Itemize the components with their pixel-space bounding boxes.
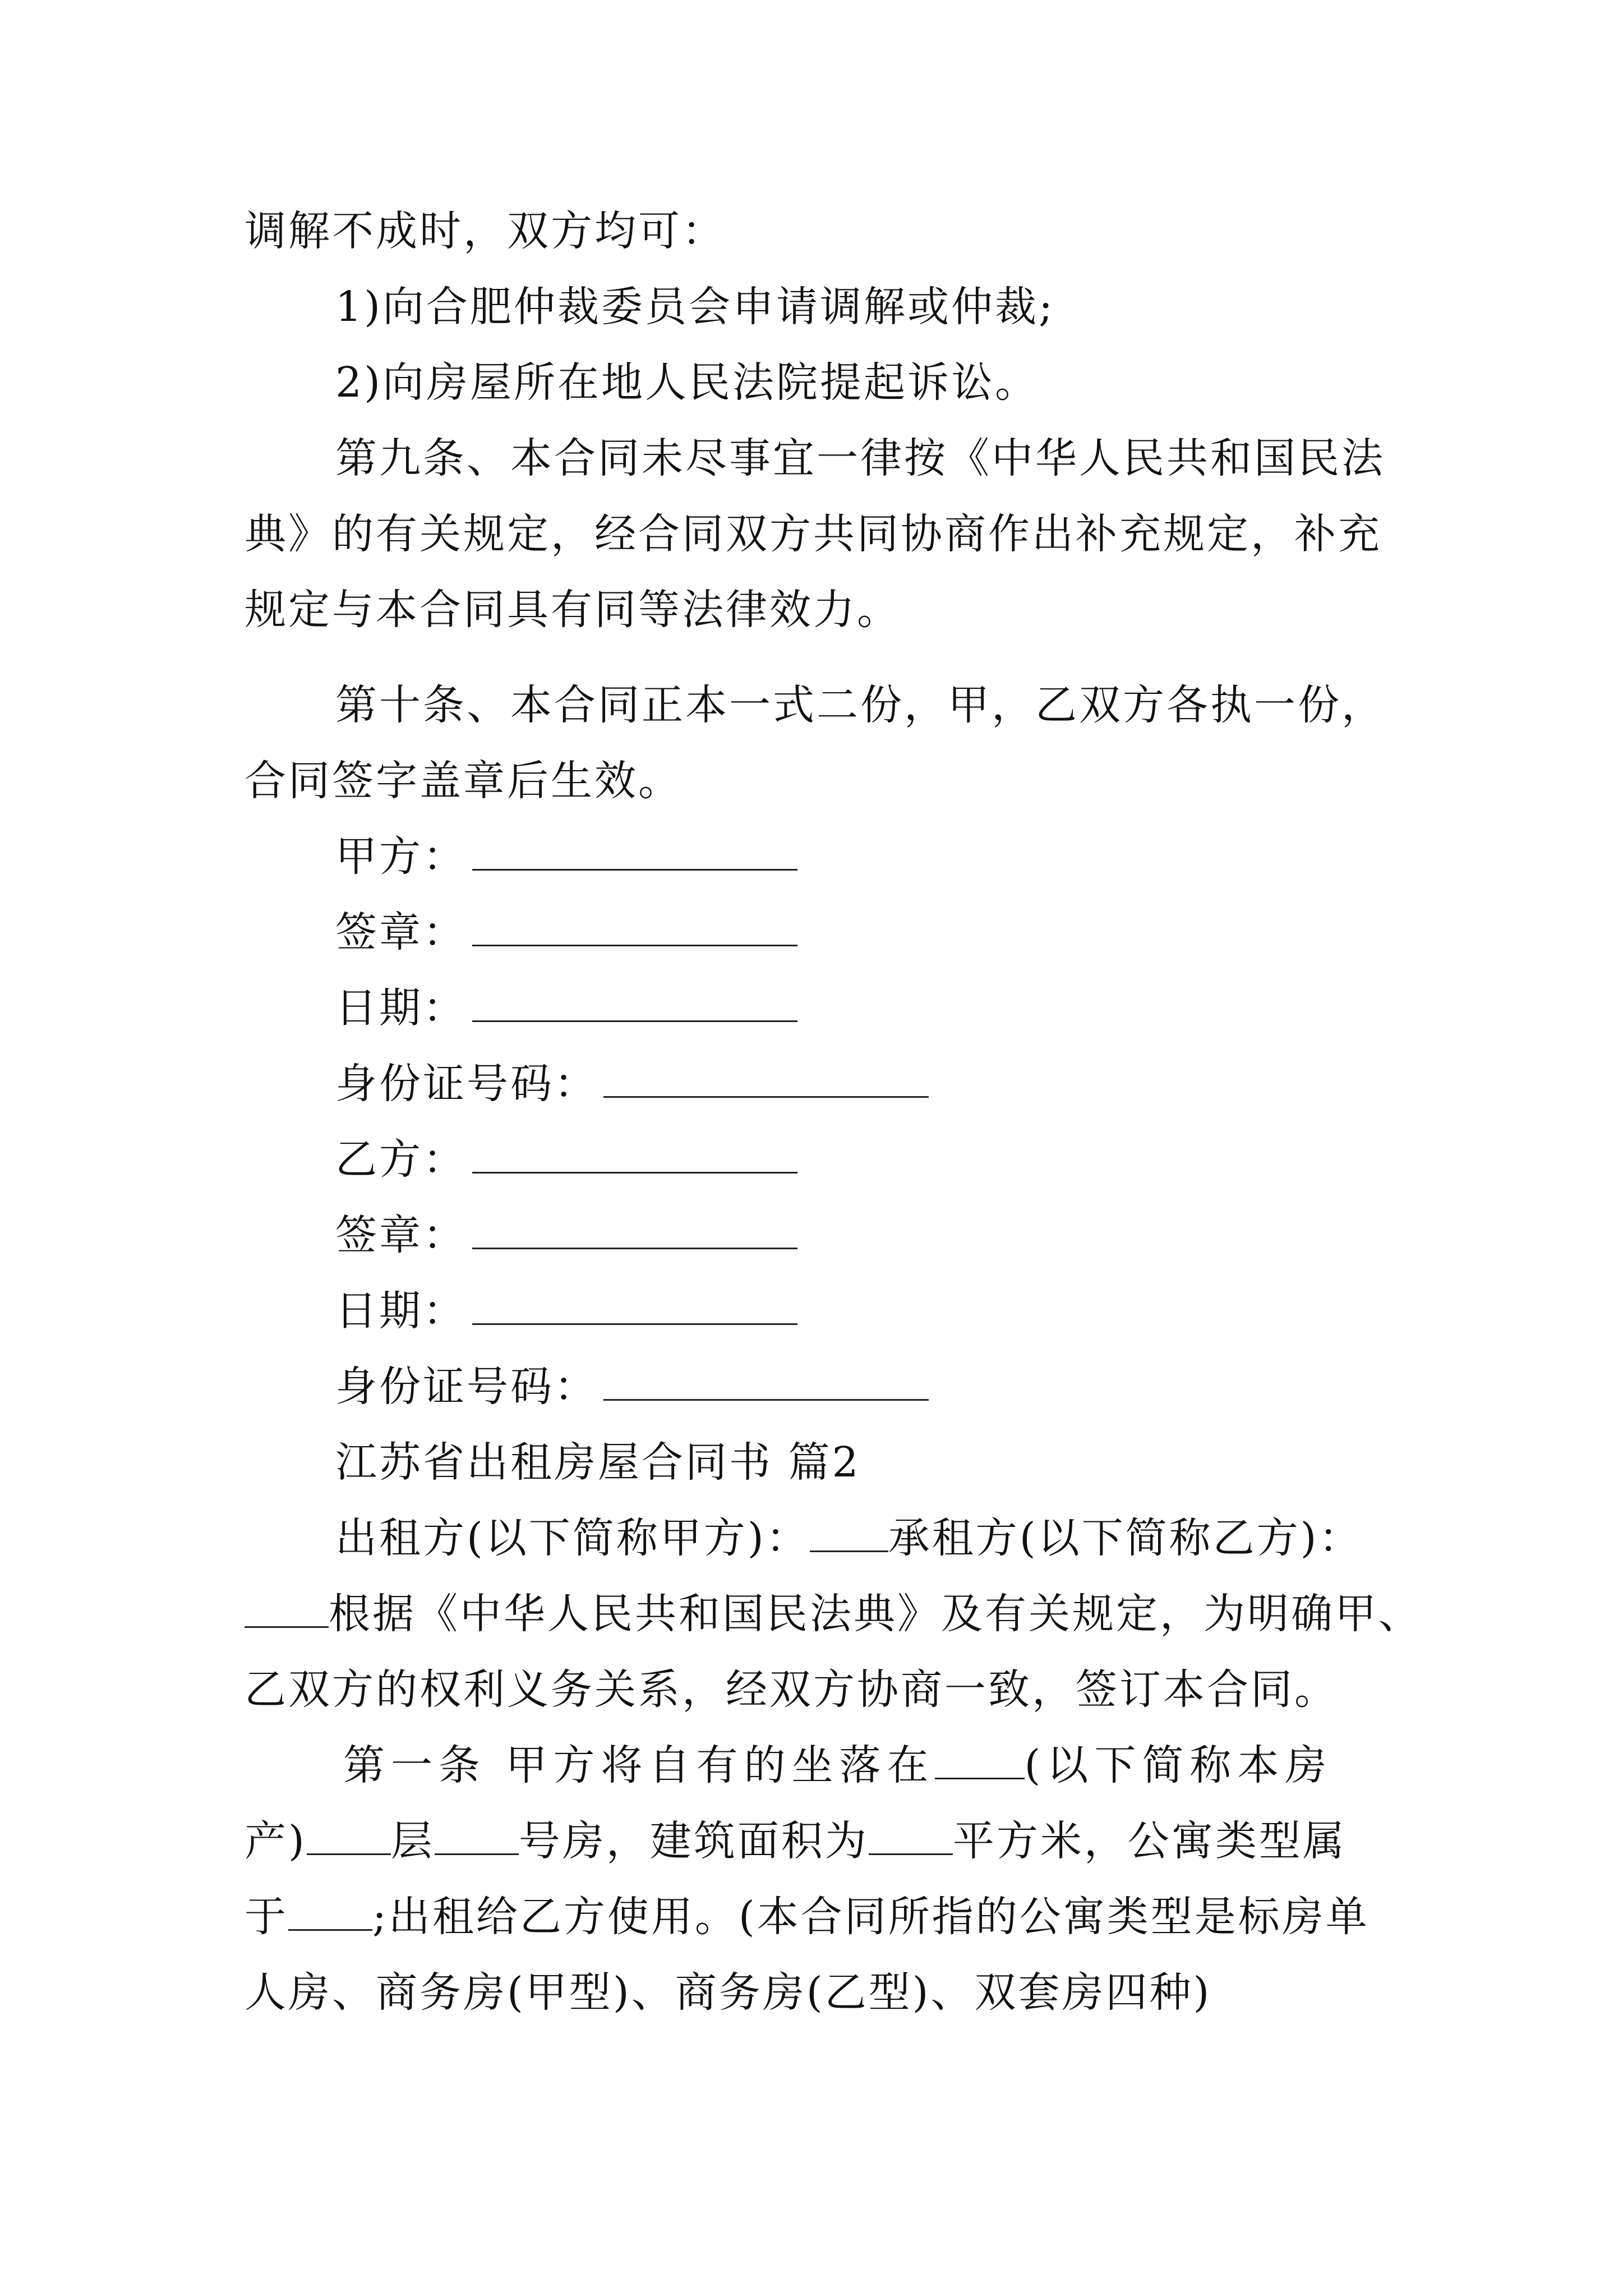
paragraph-text: 号房，建筑面积为 [518, 1817, 869, 1865]
signature-label: 甲方： [335, 832, 467, 881]
signature-party-b [335, 1131, 797, 1188]
signature-seal-a [335, 904, 797, 960]
blank-field[interactable] [245, 1586, 329, 1628]
article-9-line-2: 典》的有关规定，经合同双方共同协商作出补充规定，补充 [245, 510, 1382, 558]
signature-label: 身份证号码： [335, 1363, 598, 1411]
blank-field[interactable] [288, 1889, 372, 1931]
lessor-label: 出租方(以下简称甲方)： [335, 1514, 810, 1562]
signature-date-b [335, 1283, 797, 1339]
article-9-line-3: 规定与本合同具有同等法律效力。 [245, 586, 901, 634]
paragraph-text: ;出租给乙方使用。(本合同所指的公寓类型是标房单 [372, 1893, 1370, 1941]
signature-label: 签章： [335, 908, 467, 956]
article-10-line-2: 合同签字盖章后生效。 [245, 757, 682, 805]
section-title: 江苏省出租房屋合同书 篇2 [335, 1438, 861, 1487]
paragraph-text: 第一条 甲方将自有的坐落在 [343, 1741, 935, 1789]
signature-blank[interactable] [472, 1135, 797, 1174]
signature-date-a [335, 980, 797, 1036]
signature-blank[interactable] [603, 1059, 929, 1098]
blank-field[interactable] [307, 1813, 391, 1855]
section-2-line-3: 乙双方的权利义务关系，经双方协商一致，签订本合同。 [245, 1665, 1338, 1714]
signature-id-b [335, 1359, 929, 1415]
article-1-line-1 [343, 1737, 1332, 1793]
signature-label: 日期： [335, 984, 467, 1032]
article-1-line-2 [245, 1813, 1347, 1869]
blank-field[interactable] [810, 1510, 888, 1552]
blank-field[interactable] [435, 1813, 519, 1855]
signature-blank[interactable] [472, 832, 797, 871]
article-1-line-4: 人房、商务房(甲型)、商务房(乙型)、双套房四种) [245, 1968, 1212, 2017]
signature-label: 乙方： [335, 1135, 467, 1184]
section-2-line-2 [245, 1586, 1422, 1642]
list-item: 1)向合肥仲裁委员会申请调解或仲裁; [335, 283, 1055, 331]
paragraph-text: 平方米，公寓类型属 [952, 1817, 1347, 1865]
article-9-line-1: 第九条、本合同未尽事宜一律按《中华人民共和国民法 [335, 434, 1385, 482]
paragraph-text: 产) [245, 1817, 307, 1865]
signature-blank[interactable] [472, 908, 797, 946]
paragraph-text: 根据《中华人民共和国民法典》及有关规定，为明确甲、 [329, 1590, 1422, 1638]
paragraph-text: (以下简称本房 [1024, 1741, 1333, 1789]
signature-party-a [335, 829, 797, 885]
list-item: 2)向房屋所在地人民法院提起诉讼。 [335, 358, 1039, 407]
lessee-label: 承租方(以下简称乙方)： [888, 1514, 1363, 1562]
paragraph-text: 层 [390, 1817, 435, 1865]
section-2-line-1 [335, 1510, 1363, 1566]
blank-field[interactable] [869, 1813, 953, 1855]
article-1-line-3 [245, 1889, 1370, 1945]
article-10-line-1: 第十条、本合同正本一式二份，甲，乙双方各执一份， [335, 681, 1385, 729]
signature-id-a [335, 1056, 929, 1112]
signature-label: 身份证号码： [335, 1060, 598, 1108]
signature-seal-b [335, 1207, 797, 1263]
signature-blank[interactable] [472, 1211, 797, 1249]
paragraph-text: 于 [245, 1893, 288, 1941]
signature-blank[interactable] [603, 1362, 929, 1401]
signature-label: 日期： [335, 1287, 467, 1335]
paragraph-line: 调解不成时，双方均可： [245, 207, 726, 255]
signature-blank[interactable] [472, 983, 797, 1022]
signature-blank[interactable] [472, 1286, 797, 1325]
blank-field[interactable] [935, 1737, 1025, 1779]
signature-label: 签章： [335, 1211, 467, 1259]
